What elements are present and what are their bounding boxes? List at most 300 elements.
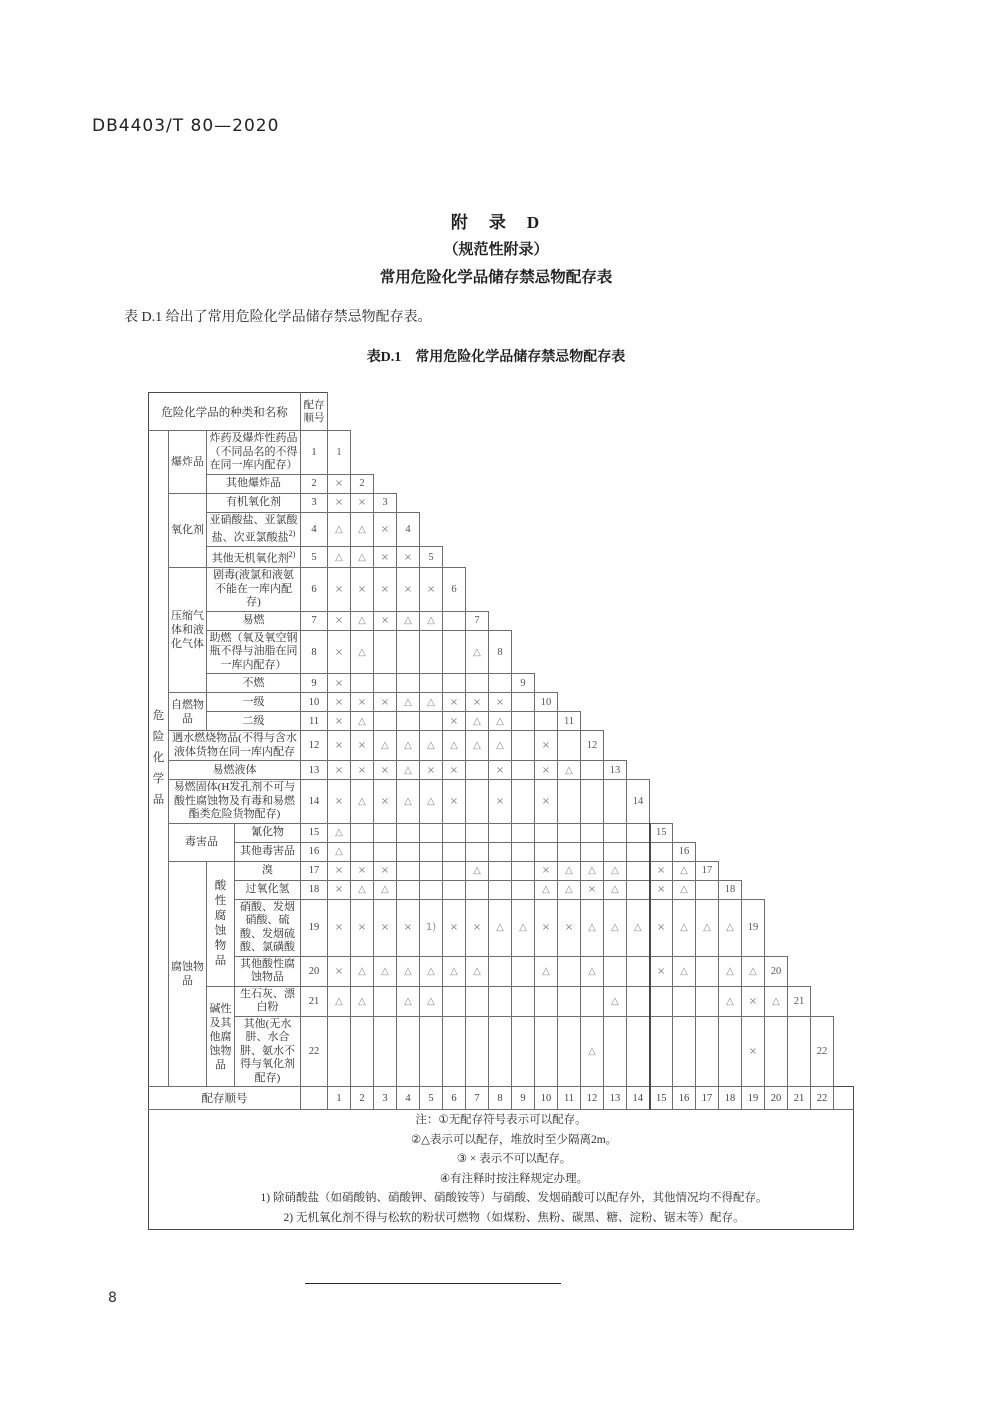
matrix-cell-r20-c12: △ xyxy=(581,956,604,986)
empty-area-cell xyxy=(673,568,696,612)
name-cell: 易燃液体 xyxy=(169,761,301,780)
matrix-cell-r18-c15: × xyxy=(650,880,673,899)
footer-num-9: 9 xyxy=(512,1087,535,1110)
empty-area-cell xyxy=(696,712,719,731)
empty-area-cell xyxy=(650,761,673,780)
matrix-cell-r10-c7: × xyxy=(466,693,489,712)
matrix-cell-r17-c9 xyxy=(512,861,535,880)
empty-area-cell xyxy=(535,512,558,547)
empty-area-cell xyxy=(719,493,742,512)
empty-area-cell xyxy=(742,493,765,512)
matrix-cell-r21-c17 xyxy=(696,986,719,1016)
empty-area-cell xyxy=(604,568,627,612)
name-cell: 其他(无水肼、水合肼、氨水不得与氧化剂配存) xyxy=(235,1016,301,1087)
category-cell: 氧化剂 xyxy=(169,493,207,568)
empty-area-cell xyxy=(788,393,811,431)
empty-area-cell xyxy=(627,431,650,475)
empty-area-cell xyxy=(650,674,673,693)
empty-area-cell xyxy=(719,512,742,547)
matrix-cell-r16-c15 xyxy=(650,842,673,861)
empty-area-cell xyxy=(719,474,742,493)
storage-seq-num-cell: 2 xyxy=(301,474,328,493)
empty-area-cell xyxy=(696,493,719,512)
matrix-cell-r17-c13: △ xyxy=(604,861,627,880)
matrix-cell-r17-c16: △ xyxy=(673,861,696,880)
name-cell: 剧毒(液氯和液氨不能在一库内配存) xyxy=(207,568,301,612)
footer-blank-cell xyxy=(301,1087,328,1110)
diagonal-cell-5: 5 xyxy=(420,547,443,568)
empty-area-cell xyxy=(443,393,466,431)
name-cell: 易燃 xyxy=(207,611,301,630)
name-cell: 二级 xyxy=(207,712,301,731)
matrix-cell-r15-c14 xyxy=(627,823,650,842)
diagonal-cell-3: 3 xyxy=(374,493,397,512)
empty-area-cell xyxy=(650,780,673,824)
matrix-cell-r18-c9 xyxy=(512,880,535,899)
empty-area-cell xyxy=(811,823,834,842)
empty-area-cell xyxy=(719,630,742,674)
storage-seq-num-cell: 19 xyxy=(301,899,328,956)
matrix-cell-r21-c12 xyxy=(581,986,604,1016)
empty-area-cell xyxy=(811,474,834,493)
empty-area-cell xyxy=(604,431,627,475)
empty-area-cell xyxy=(765,712,788,731)
empty-area-cell xyxy=(535,611,558,630)
empty-area-cell xyxy=(811,780,834,824)
empty-area-cell xyxy=(788,493,811,512)
matrix-cell-r19-c3: × xyxy=(374,899,397,956)
matrix-cell-r9-c3 xyxy=(374,674,397,693)
matrix-cell-r17-c14 xyxy=(627,861,650,880)
empty-area-cell xyxy=(696,674,719,693)
empty-area-cell xyxy=(627,493,650,512)
matrix-cell-r10-c4: △ xyxy=(397,693,420,712)
matrix-cell-r7-c4: △ xyxy=(397,611,420,630)
empty-area-cell xyxy=(535,674,558,693)
empty-area-cell xyxy=(696,568,719,612)
matrix-cell-r19-c2: × xyxy=(351,899,374,956)
matrix-cell-r22-c8 xyxy=(489,1016,512,1087)
corner-header: 危险化学品的种类和名称 xyxy=(149,393,301,431)
note-line-5: 1) 除硝酸盐（如硝酸钠、硝酸钾、硝酸铵等）与硝酸、发烟硝酸可以配存外，其他情况均不得配存。 xyxy=(260,1192,768,1205)
matrix-cell-r13-c1: × xyxy=(328,761,351,780)
empty-area-cell xyxy=(765,431,788,475)
empty-area-cell xyxy=(719,761,742,780)
matrix-cell-r19-c17: △ xyxy=(696,899,719,956)
matrix-cell-r14-c12 xyxy=(581,780,604,824)
empty-area-cell xyxy=(604,547,627,568)
empty-area-cell xyxy=(765,493,788,512)
empty-area-cell xyxy=(604,493,627,512)
matrix-cell-r12-c9 xyxy=(512,731,535,761)
empty-area-cell xyxy=(535,393,558,431)
empty-area-cell xyxy=(581,630,604,674)
matrix-cell-r22-c20 xyxy=(765,1016,788,1087)
empty-area-cell xyxy=(466,493,489,512)
empty-area-cell xyxy=(834,899,854,956)
matrix-cell-r13-c4: △ xyxy=(397,761,420,780)
matrix-cell-r19-c5: 1) xyxy=(420,899,443,956)
empty-area-cell xyxy=(420,493,443,512)
matrix-cell-r21-c15 xyxy=(650,986,673,1016)
diagonal-cell-11: 11 xyxy=(558,712,581,731)
empty-area-cell xyxy=(788,630,811,674)
matrix-cell-r10-c9 xyxy=(512,693,535,712)
empty-area-cell xyxy=(512,393,535,431)
empty-area-cell xyxy=(673,512,696,547)
empty-area-cell xyxy=(834,611,854,630)
matrix-cell-r20-c18: △ xyxy=(719,956,742,986)
storage-seq-num-cell: 10 xyxy=(301,693,328,712)
footer-num-2: 2 xyxy=(351,1087,374,1110)
empty-area-cell xyxy=(351,393,374,431)
matrix-cell-r21-c18: △ xyxy=(719,986,742,1016)
empty-area-cell xyxy=(673,611,696,630)
incompatibility-table xyxy=(148,392,854,1230)
matrix-cell-r19-c18: △ xyxy=(719,899,742,956)
matrix-cell-r14-c9 xyxy=(512,780,535,824)
empty-area-cell xyxy=(420,474,443,493)
matrix-cell-r12-c3: △ xyxy=(374,731,397,761)
empty-area-cell xyxy=(834,880,854,899)
empty-area-cell xyxy=(742,761,765,780)
empty-area-cell xyxy=(581,431,604,475)
empty-area-cell xyxy=(696,823,719,842)
matrix-cell-r18-c12: × xyxy=(581,880,604,899)
matrix-cell-r17-c4 xyxy=(397,861,420,880)
empty-area-cell xyxy=(627,674,650,693)
storage-seq-num-cell: 1 xyxy=(301,431,328,475)
matrix-cell-r20-c11 xyxy=(558,956,581,986)
footer-rule xyxy=(305,1283,561,1284)
matrix-cell-r5-c3: × xyxy=(374,547,397,568)
empty-area-cell xyxy=(673,731,696,761)
appendix-heading: 常用危险化学品储存禁忌物配存表 xyxy=(379,269,613,286)
empty-area-cell xyxy=(673,674,696,693)
empty-area-cell xyxy=(696,842,719,861)
storage-seq-num-cell: 8 xyxy=(301,630,328,674)
matrix-cell-r12-c10: × xyxy=(535,731,558,761)
name-cell: 硝酸、发烟硝酸、硫酸、发烟硫酸、氯磺酸 xyxy=(235,899,301,956)
category-cell: 自燃物品 xyxy=(169,693,207,731)
matrix-cell-r20-c16: △ xyxy=(673,956,696,986)
matrix-cell-r22-c13 xyxy=(604,1016,627,1087)
matrix-cell-r16-c7 xyxy=(466,842,489,861)
matrix-cell-r14-c2: △ xyxy=(351,780,374,824)
note-line-6: 2) 无机氧化剂不得与松软的粉状可燃物（如煤粉、焦粉、碳黑、糖、淀粉、锯末等）配存。 xyxy=(283,1211,745,1224)
footnote-marker: 2) xyxy=(288,550,296,560)
empty-area-cell xyxy=(719,842,742,861)
empty-area-cell xyxy=(627,547,650,568)
empty-area-cell xyxy=(512,547,535,568)
storage-seq-num-cell: 5 xyxy=(301,547,328,568)
matrix-cell-r17-c8 xyxy=(489,861,512,880)
empty-area-cell xyxy=(673,493,696,512)
empty-area-cell xyxy=(673,547,696,568)
matrix-cell-r13-c9 xyxy=(512,761,535,780)
matrix-cell-r15-c4 xyxy=(397,823,420,842)
empty-area-cell xyxy=(811,861,834,880)
matrix-cell-r19-c12: △ xyxy=(581,899,604,956)
storage-seq-num-cell: 21 xyxy=(301,986,328,1016)
empty-area-cell xyxy=(742,780,765,824)
matrix-cell-r21-c6 xyxy=(443,986,466,1016)
matrix-cell-r19-c13: △ xyxy=(604,899,627,956)
matrix-cell-r13-c8: × xyxy=(489,761,512,780)
matrix-cell-r16-c14 xyxy=(627,842,650,861)
matrix-cell-r6-c5: × xyxy=(420,568,443,612)
matrix-cell-r12-c7: △ xyxy=(466,731,489,761)
empty-area-cell xyxy=(650,474,673,493)
matrix-cell-r22-c4 xyxy=(397,1016,420,1087)
empty-area-cell xyxy=(834,674,854,693)
matrix-cell-r8-c2: △ xyxy=(351,630,374,674)
matrix-cell-r18-c7 xyxy=(466,880,489,899)
matrix-cell-r19-c7: × xyxy=(466,899,489,956)
empty-area-cell xyxy=(443,547,466,568)
matrix-cell-r22-c19: × xyxy=(742,1016,765,1087)
matrix-cell-r12-c8: △ xyxy=(489,731,512,761)
matrix-cell-r18-c4 xyxy=(397,880,420,899)
matrix-cell-r18-c17 xyxy=(696,880,719,899)
empty-area-cell xyxy=(788,761,811,780)
matrix-cell-r14-c8: × xyxy=(489,780,512,824)
matrix-cell-r8-c3 xyxy=(374,630,397,674)
diagonal-cell-15: 15 xyxy=(650,823,673,842)
empty-area-cell xyxy=(512,474,535,493)
empty-area-cell xyxy=(443,431,466,475)
matrix-cell-r8-c7: △ xyxy=(466,630,489,674)
matrix-cell-r18-c16: △ xyxy=(673,880,696,899)
footer-num-12: 12 xyxy=(581,1087,604,1110)
empty-area-cell xyxy=(650,431,673,475)
diagonal-cell-21: 21 xyxy=(788,986,811,1016)
matrix-cell-r17-c2: × xyxy=(351,861,374,880)
empty-area-cell xyxy=(788,956,811,986)
matrix-cell-r6-c2: × xyxy=(351,568,374,612)
empty-area-cell xyxy=(489,393,512,431)
empty-area-cell xyxy=(351,431,374,475)
empty-area-cell xyxy=(673,693,696,712)
empty-area-cell xyxy=(742,512,765,547)
empty-area-cell xyxy=(627,512,650,547)
diagonal-cell-1: 1 xyxy=(328,431,351,475)
matrix-cell-r22-c9 xyxy=(512,1016,535,1087)
footer-num-18: 18 xyxy=(719,1087,742,1110)
empty-area-cell xyxy=(811,986,834,1016)
matrix-cell-r18-c6 xyxy=(443,880,466,899)
empty-area-cell xyxy=(765,899,788,956)
matrix-cell-r12-c5: △ xyxy=(420,731,443,761)
footer-num-13: 13 xyxy=(604,1087,627,1110)
empty-area-cell xyxy=(811,956,834,986)
name-cell: 其他酸性腐蚀物品 xyxy=(235,956,301,986)
matrix-cell-r15-c12 xyxy=(581,823,604,842)
matrix-cell-r16-c6 xyxy=(443,842,466,861)
empty-area-cell xyxy=(673,780,696,824)
empty-area-cell xyxy=(673,630,696,674)
empty-area-cell xyxy=(811,493,834,512)
matrix-cell-r16-c13 xyxy=(604,842,627,861)
matrix-cell-r22-c2 xyxy=(351,1016,374,1087)
matrix-cell-r11-c2: △ xyxy=(351,712,374,731)
empty-area-cell xyxy=(581,674,604,693)
matrix-cell-r13-c12 xyxy=(581,761,604,780)
matrix-cell-r3-c2: × xyxy=(351,493,374,512)
matrix-cell-r19-c8: △ xyxy=(489,899,512,956)
diagonal-cell-12: 12 xyxy=(581,731,604,761)
empty-area-cell xyxy=(673,393,696,431)
empty-area-cell xyxy=(443,512,466,547)
empty-area-cell xyxy=(696,611,719,630)
empty-area-cell xyxy=(719,780,742,824)
matrix-cell-r22-c1 xyxy=(328,1016,351,1087)
matrix-cell-r14-c1: × xyxy=(328,780,351,824)
matrix-cell-r7-c2: △ xyxy=(351,611,374,630)
empty-area-cell xyxy=(489,568,512,612)
storage-seq-num-cell: 6 xyxy=(301,568,328,612)
matrix-cell-r16-c5 xyxy=(420,842,443,861)
empty-area-cell xyxy=(535,568,558,612)
empty-area-cell xyxy=(742,693,765,712)
matrix-cell-r20-c8 xyxy=(489,956,512,986)
empty-area-cell xyxy=(420,431,443,475)
empty-area-cell xyxy=(765,547,788,568)
empty-area-cell xyxy=(558,393,581,431)
subcategory-text: 酸性腐蚀物品 xyxy=(214,879,227,967)
matrix-cell-r15-c9 xyxy=(512,823,535,842)
matrix-cell-r10-c8: × xyxy=(489,693,512,712)
matrix-cell-r15-c11 xyxy=(558,823,581,842)
empty-area-cell xyxy=(834,780,854,824)
matrix-cell-r19-c14: △ xyxy=(627,899,650,956)
matrix-cell-r16-c9 xyxy=(512,842,535,861)
empty-area-cell xyxy=(742,842,765,861)
matrix-cell-r14-c11 xyxy=(558,780,581,824)
storage-seq-num-cell: 7 xyxy=(301,611,328,630)
matrix-cell-r11-c9 xyxy=(512,712,535,731)
matrix-cell-r14-c6: × xyxy=(443,780,466,824)
matrix-cell-r12-c4: △ xyxy=(397,731,420,761)
empty-area-cell xyxy=(673,431,696,475)
diagonal-cell-17: 17 xyxy=(696,861,719,880)
matrix-cell-r10-c3: × xyxy=(374,693,397,712)
matrix-cell-r11-c3 xyxy=(374,712,397,731)
empty-area-cell xyxy=(834,986,854,1016)
empty-area-cell xyxy=(374,431,397,475)
matrix-cell-r15-c1: △ xyxy=(328,823,351,842)
incompatibility-table-wrap xyxy=(148,392,854,1230)
storage-seq-num-cell: 11 xyxy=(301,712,328,731)
storage-seq-num-cell: 3 xyxy=(301,493,328,512)
note-line-2: ②△表示可以配存，堆放时至少隔离2m。 xyxy=(410,1133,618,1146)
footer-num-8: 8 xyxy=(489,1087,512,1110)
empty-area-cell xyxy=(627,693,650,712)
matrix-cell-r20-c13 xyxy=(604,956,627,986)
matrix-cell-r22-c10 xyxy=(535,1016,558,1087)
matrix-cell-r11-c1: × xyxy=(328,712,351,731)
empty-area-cell xyxy=(742,674,765,693)
matrix-cell-r7-c3: × xyxy=(374,611,397,630)
diagonal-cell-13: 13 xyxy=(604,761,627,780)
empty-area-cell xyxy=(558,547,581,568)
matrix-cell-r15-c5 xyxy=(420,823,443,842)
matrix-cell-r4-c2: △ xyxy=(351,512,374,547)
matrix-cell-r6-c1: × xyxy=(328,568,351,612)
empty-area-cell xyxy=(719,674,742,693)
footer-trailing-cell xyxy=(834,1087,854,1110)
empty-area-cell xyxy=(650,630,673,674)
storage-seq-num-cell: 14 xyxy=(301,780,328,824)
name-cell: 其他爆炸品 xyxy=(207,474,301,493)
empty-area-cell xyxy=(627,611,650,630)
empty-area-cell xyxy=(627,474,650,493)
empty-area-cell xyxy=(719,823,742,842)
empty-area-cell xyxy=(719,431,742,475)
matrix-cell-r22-c16 xyxy=(673,1016,696,1087)
empty-area-cell xyxy=(811,761,834,780)
empty-area-cell xyxy=(581,611,604,630)
empty-area-cell xyxy=(696,474,719,493)
empty-area-cell xyxy=(788,861,811,880)
matrix-cell-r4-c3: × xyxy=(374,512,397,547)
matrix-cell-r16-c3 xyxy=(374,842,397,861)
empty-area-cell xyxy=(627,630,650,674)
empty-area-cell xyxy=(834,861,854,880)
empty-area-cell xyxy=(765,823,788,842)
empty-area-cell xyxy=(811,393,834,431)
matrix-cell-r14-c13 xyxy=(604,780,627,824)
matrix-cell-r20-c2: △ xyxy=(351,956,374,986)
empty-area-cell xyxy=(581,493,604,512)
matrix-cell-r3-c1: × xyxy=(328,493,351,512)
empty-area-cell xyxy=(696,731,719,761)
note-line-4: ④有注释时按注释规定办理。 xyxy=(439,1172,589,1185)
empty-area-cell xyxy=(765,568,788,612)
matrix-cell-r21-c8 xyxy=(489,986,512,1016)
matrix-cell-r15-c3 xyxy=(374,823,397,842)
intro-text: 表 D.1 给出了常用危险化学品储存禁忌物配存表。 xyxy=(124,310,432,325)
empty-area-cell xyxy=(466,512,489,547)
footer-num-17: 17 xyxy=(696,1087,719,1110)
empty-area-cell xyxy=(765,674,788,693)
footer-num-19: 19 xyxy=(742,1087,765,1110)
matrix-cell-r17-c3: × xyxy=(374,861,397,880)
empty-area-cell xyxy=(811,731,834,761)
matrix-cell-r9-c7 xyxy=(466,674,489,693)
empty-area-cell xyxy=(742,630,765,674)
footer-num-22: 22 xyxy=(811,1087,834,1110)
matrix-cell-r16-c12 xyxy=(581,842,604,861)
empty-area-cell xyxy=(535,474,558,493)
empty-area-cell xyxy=(742,547,765,568)
footer-num-10: 10 xyxy=(535,1087,558,1110)
empty-area-cell xyxy=(765,731,788,761)
empty-area-cell xyxy=(397,493,420,512)
matrix-cell-r11-c7: △ xyxy=(466,712,489,731)
notes-cell xyxy=(149,1110,854,1230)
matrix-cell-r15-c10 xyxy=(535,823,558,842)
matrix-cell-r4-c1: △ xyxy=(328,512,351,547)
empty-area-cell xyxy=(512,630,535,674)
empty-area-cell xyxy=(604,674,627,693)
matrix-cell-r9-c4 xyxy=(397,674,420,693)
matrix-cell-r6-c4: × xyxy=(397,568,420,612)
empty-area-cell xyxy=(834,568,854,612)
matrix-cell-r12-c11 xyxy=(558,731,581,761)
empty-area-cell xyxy=(788,842,811,861)
empty-area-cell xyxy=(397,393,420,431)
